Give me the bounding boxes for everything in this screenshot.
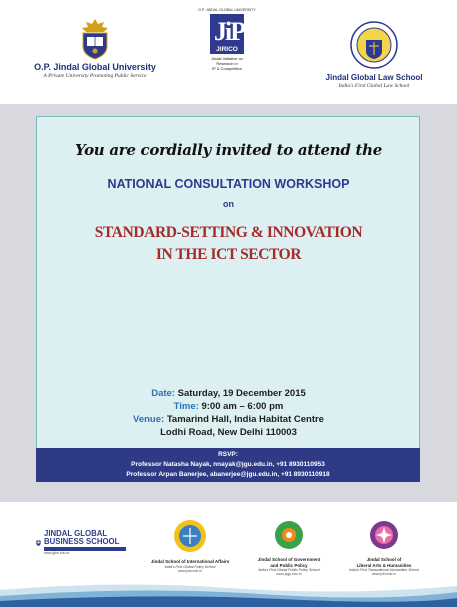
law-school-logo xyxy=(322,20,426,89)
govt-policy-logo xyxy=(253,518,325,576)
govt-policy-tagline: India's First Global Public Policy School xyxy=(258,568,320,572)
letterhead xyxy=(0,0,457,104)
date-label: Date: xyxy=(151,388,175,399)
on-text: on xyxy=(223,199,234,209)
intl-affairs-logo xyxy=(150,518,230,573)
jirico-desc-line: IP & Competition xyxy=(212,66,242,71)
govt-policy-name-1: Jindal School of Government xyxy=(257,557,321,562)
law-school-tagline: India's First Global Law School xyxy=(338,83,410,89)
liberal-arts-name-2: Liberal Arts & Humanities xyxy=(356,562,412,568)
intl-affairs-emblem-icon xyxy=(171,518,209,554)
govt-policy-name-2: and Public Policy xyxy=(270,562,308,568)
intl-affairs-web: www.jsia.edu.in xyxy=(177,568,203,573)
govt-policy-web: www.jsgp.edu.in xyxy=(276,572,302,576)
event-title-line-2: IN THE ICT SECTOR xyxy=(155,246,302,263)
liberal-arts-tagline: India's First Transnational Humanities School xyxy=(349,568,419,572)
university-tagline: A Private University Promoting Public Service xyxy=(43,73,147,79)
business-school-name-1: JINDAL GLOBAL xyxy=(44,529,108,538)
time-value: 9:00 am – 6:00 pm xyxy=(201,401,284,412)
liberal-arts-logo xyxy=(345,518,423,576)
invitation-line: You are cordially invited to attend the xyxy=(75,141,382,159)
event-date xyxy=(0,388,457,399)
venue-value: Tamarind Hall, India Habitat Centre xyxy=(166,414,324,425)
jirico-desc-line: Research in xyxy=(216,61,238,66)
business-school-text xyxy=(44,530,126,555)
jirico-logo xyxy=(195,8,259,71)
jirico-name: JIRICO xyxy=(216,46,238,53)
govt-policy-emblem-icon xyxy=(272,518,306,552)
event-venue xyxy=(0,414,457,425)
intl-affairs-name: Jindal School of International Affairs xyxy=(150,559,230,564)
business-school-name-2: BUSINESS SCHOOL xyxy=(44,537,120,546)
workshop-heading: NATIONAL CONSULTATION WORKSHOP xyxy=(107,177,350,191)
business-school-web: www.jgbs.edu.in xyxy=(44,551,70,555)
business-school-logo xyxy=(36,530,126,555)
footer-wave xyxy=(0,580,457,607)
event-venue-line-2 xyxy=(0,427,457,438)
event-title-line-1: STANDARD-SETTING & INNOVATION xyxy=(94,224,363,241)
university-logo xyxy=(30,18,160,79)
event-time xyxy=(0,401,457,412)
business-school-crest-icon xyxy=(36,534,41,552)
intl-affairs-tagline: India's First Global Policy School xyxy=(164,564,216,569)
date-value: Saturday, 19 December 2015 xyxy=(177,388,306,399)
jirico-description xyxy=(195,56,259,71)
venue-value-2: Lodhi Road, New Delhi 110003 xyxy=(160,427,297,438)
venue-label: Venue: xyxy=(133,414,165,425)
rsvp-contact-1[interactable]: Professor Natasha Nayak, nnayak@jgu.edu.in, +91 8930110953 xyxy=(131,461,325,468)
business-school-mark xyxy=(36,530,126,555)
jirico-letters: JiP xyxy=(214,17,245,46)
university-name: O.P. Jindal Global University xyxy=(34,62,156,72)
law-school-seal-icon xyxy=(349,20,399,70)
liberal-arts-name-1: Jindal School of xyxy=(366,557,402,562)
rsvp-contact-2[interactable]: Professor Arpan Banerjee, abanerjee@jgu.edu.in, +91 8930110918 xyxy=(126,471,330,478)
jirico-mark xyxy=(210,14,244,54)
liberal-arts-web: www.jslh.edu.in xyxy=(371,572,397,576)
university-crest-icon xyxy=(78,18,112,60)
liberal-arts-emblem-icon xyxy=(367,518,401,552)
time-label: Time: xyxy=(173,401,199,412)
law-school-name: Jindal Global Law School xyxy=(325,73,423,82)
jirico-desc-line: Jindal Initiative on xyxy=(211,56,243,61)
jirico-parent-name: O.P. JINDAL GLOBAL UNIVERSITY xyxy=(198,8,256,12)
rsvp-label: RSVP: xyxy=(218,451,238,458)
